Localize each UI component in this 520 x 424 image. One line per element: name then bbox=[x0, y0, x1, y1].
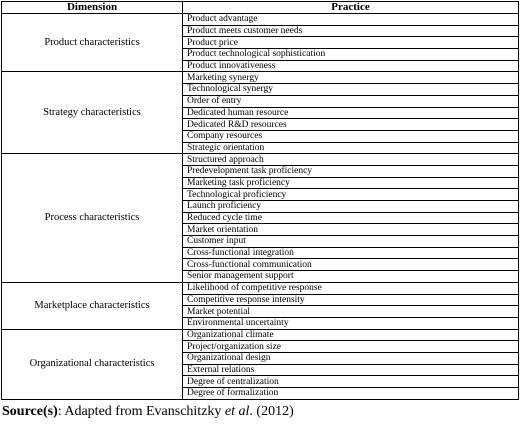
dimension-cell: Product characteristics bbox=[2, 14, 183, 72]
table-row bbox=[2, 282, 519, 294]
practice-cell: Dedicated R&D resources bbox=[183, 119, 519, 131]
practice-cell: Market potential bbox=[183, 306, 519, 318]
header-dimension: Dimension bbox=[2, 2, 183, 14]
table-row bbox=[2, 329, 519, 341]
practice-cell: Launch proficiency bbox=[183, 201, 519, 213]
source-note bbox=[2, 404, 294, 420]
practice-cell: Customer input bbox=[183, 236, 519, 248]
practice-cell: Cross-functional communication bbox=[183, 259, 519, 271]
practice-cell: Predevelopment task proficiency bbox=[183, 165, 519, 177]
practice-cell: Product innovativeness bbox=[183, 60, 519, 72]
practice-cell: Technological synergy bbox=[183, 84, 519, 96]
practice-cell: Cross-functional integration bbox=[183, 247, 519, 259]
practice-cell: Degree of centralization bbox=[183, 376, 519, 388]
practice-cell: Senior management support bbox=[183, 271, 519, 283]
source-label: Source(s) bbox=[2, 404, 58, 419]
practice-cell: Marketing synergy bbox=[183, 72, 519, 84]
dimension-cell: Process characteristics bbox=[2, 154, 183, 283]
practice-cell: Technological proficiency bbox=[183, 189, 519, 201]
practice-cell: Organizational design bbox=[183, 352, 519, 364]
practice-cell: Likelihood of competitive response bbox=[183, 282, 519, 294]
source-text-after: . (2012) bbox=[249, 404, 294, 419]
table-row bbox=[2, 72, 519, 84]
practice-cell: Competitive response intensity bbox=[183, 294, 519, 306]
table-row bbox=[2, 14, 519, 26]
practice-cell: Product price bbox=[183, 37, 519, 49]
practice-cell: Organizational climate bbox=[183, 329, 519, 341]
practice-cell: Project/organization size bbox=[183, 341, 519, 353]
source-text-before: : Adapted from Evanschitzky bbox=[57, 404, 225, 419]
practice-cell: Degree of formalization bbox=[183, 388, 519, 400]
practice-cell: Company resources bbox=[183, 130, 519, 142]
source-et-al: et al bbox=[224, 404, 250, 419]
table-header-row bbox=[2, 2, 519, 14]
dimension-cell: Strategy characteristics bbox=[2, 72, 183, 154]
practice-cell: Product advantage bbox=[183, 14, 519, 26]
dimension-cell: Marketplace characteristics bbox=[2, 282, 183, 329]
practice-cell: Structured approach bbox=[183, 154, 519, 166]
practice-cell: Strategic orientation bbox=[183, 142, 519, 154]
practice-cell: Environmental uncertainty bbox=[183, 317, 519, 329]
practice-cell: Product meets customer needs bbox=[183, 25, 519, 37]
dimension-cell: Organizational characteristics bbox=[2, 329, 183, 399]
practices-table bbox=[1, 1, 519, 400]
table-body bbox=[2, 14, 519, 400]
practice-cell: Order of entry bbox=[183, 95, 519, 107]
practice-cell: Marketing task proficiency bbox=[183, 177, 519, 189]
practice-cell: Reduced cycle time bbox=[183, 212, 519, 224]
practice-cell: External relations bbox=[183, 364, 519, 376]
practice-cell: Dedicated human resource bbox=[183, 107, 519, 119]
practice-cell: Market orientation bbox=[183, 224, 519, 236]
table-row bbox=[2, 154, 519, 166]
header-practice: Practice bbox=[183, 2, 519, 14]
practice-cell: Product technological sophistication bbox=[183, 49, 519, 61]
